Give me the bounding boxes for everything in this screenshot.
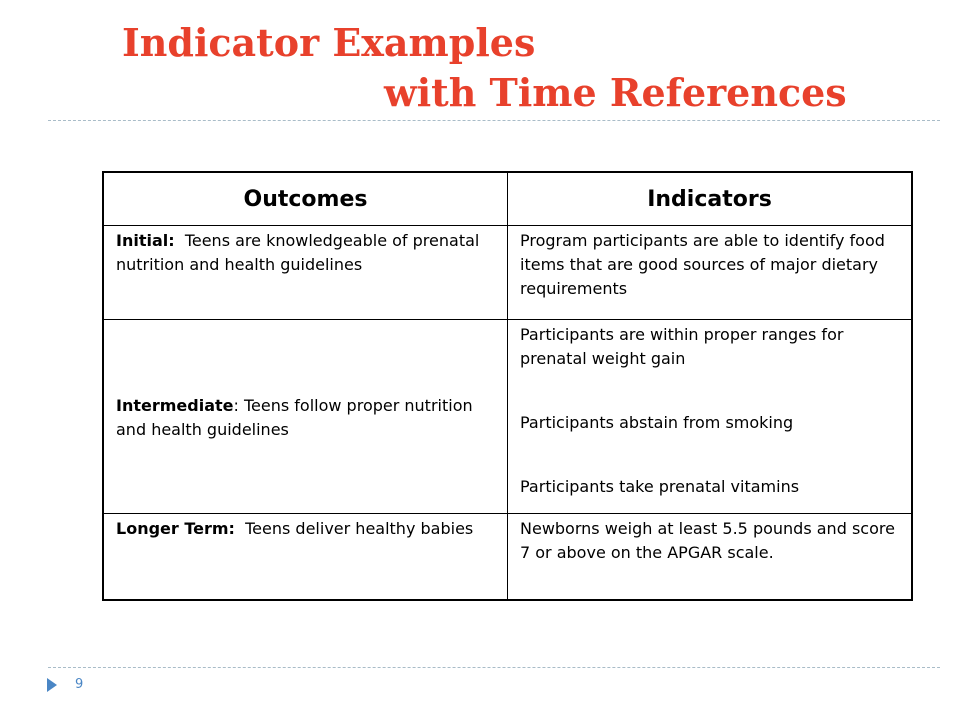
table-row-longer-term: [103, 514, 912, 601]
indicator-cell: [508, 320, 913, 514]
footer-divider: [48, 667, 940, 668]
title-divider: [48, 120, 940, 121]
outcome-cell: [103, 514, 508, 601]
outcome-label: Initial:: [116, 231, 175, 250]
header-indicators: Indicators: [508, 172, 913, 226]
outcome-label: Longer Term:: [116, 519, 235, 538]
outcome-cell: [103, 320, 508, 514]
triangle-bullet-icon: [47, 678, 57, 692]
outcome-text: Teens are knowledgeable of prenatal nutrition and health guidelines: [116, 231, 485, 274]
outcome-label: Intermediate: [116, 396, 234, 415]
indicator-text: Participants take prenatal vitamins: [520, 477, 800, 496]
outcome-cell: [103, 226, 508, 320]
table-header-row: [103, 172, 912, 226]
outcome-text: : Teens follow proper nutrition and health guidelines: [116, 396, 473, 439]
indicator-text: Participants abstain from smoking: [520, 413, 794, 432]
indicator-text: Program participants are able to identify food items that are good sources of major dietary requirements: [520, 231, 885, 298]
table-row-intermediate: [103, 320, 912, 514]
table-row-initial: [103, 226, 912, 320]
indicator-text: Newborns weigh at least 5.5 pounds and score 7 or above on the APGAR scale.: [520, 519, 895, 562]
indicator-cell: [508, 226, 913, 320]
indicator-text: Participants are within proper ranges for prenatal weight gain: [520, 325, 844, 368]
outcome-text: Teens deliver healthy babies: [234, 519, 474, 538]
indicator-cell: [508, 514, 913, 601]
indicator-table: [102, 171, 913, 601]
page-number: 9: [75, 677, 84, 692]
slide-title-line-2: with Time References: [384, 70, 847, 115]
slide-title-line-1: Indicator Examples: [122, 20, 536, 65]
header-outcomes: Outcomes: [103, 172, 508, 226]
